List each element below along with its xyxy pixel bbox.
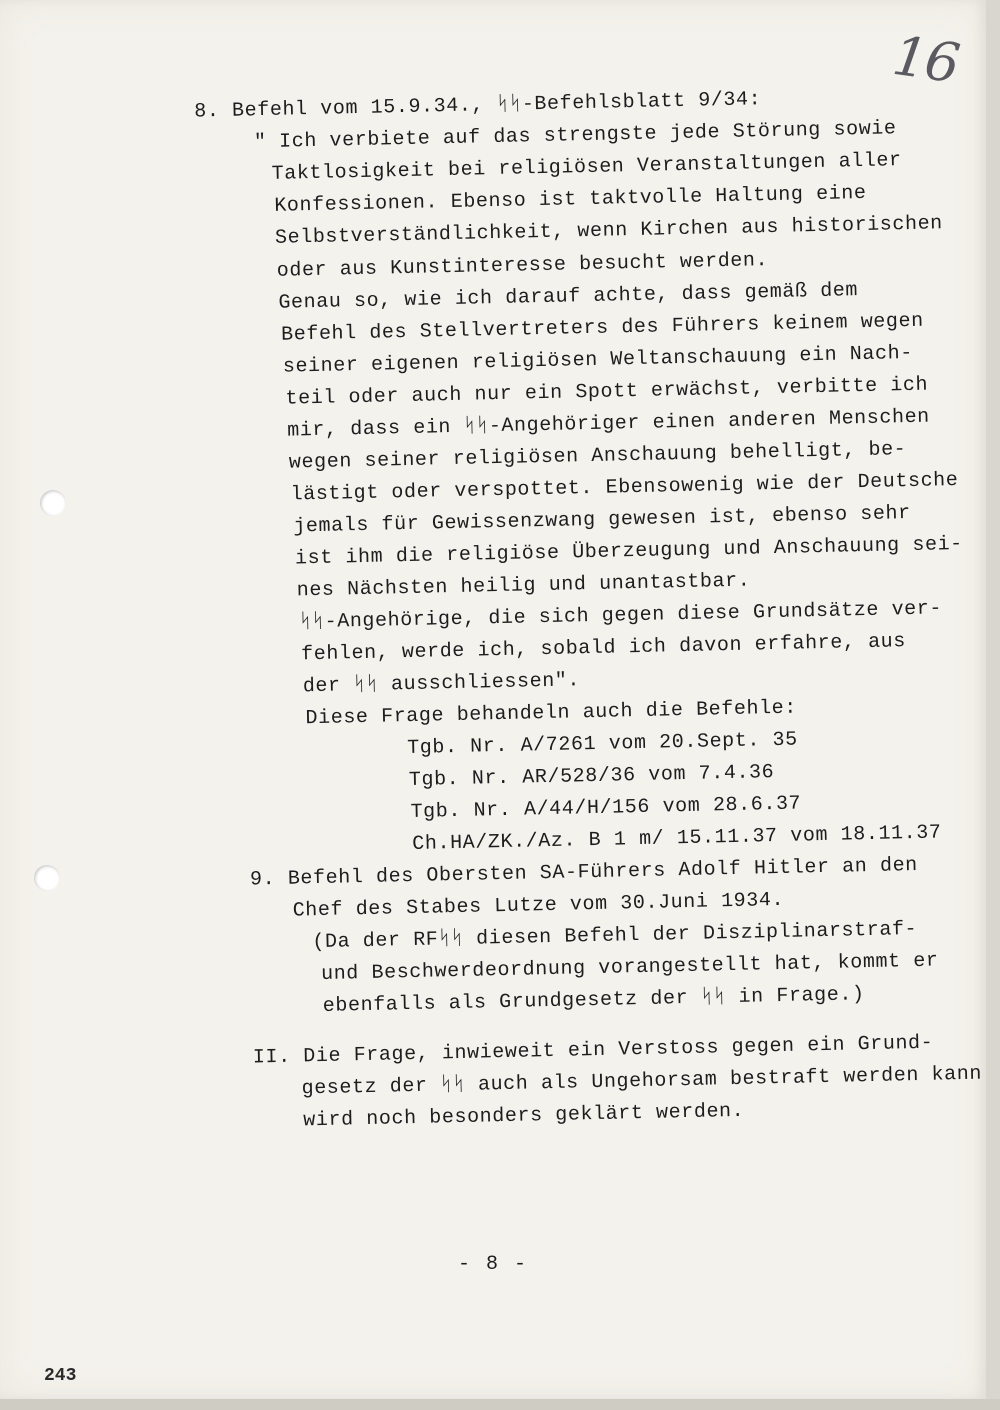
text-line: Konfessionen. Ebenso ist taktvolle Haltung eine: [274, 181, 867, 218]
text-line: 8. Befehl vom 15.9.34., ᛋᛋ-Befehlsblatt 9/34:: [194, 88, 762, 124]
text-line: gesetz der ᛋᛋ auch als Ungehorsam bestraft werden kann: [301, 1062, 983, 1101]
text-line: 9. Befehl des Obersten SA-Führers Adolf Hitler an den: [249, 853, 919, 892]
text-line: teil oder auch nur ein Spott erwächst, verbitte ich: [285, 373, 929, 411]
reference-line: Ch.HA/ZK./Az. B 1 m/ 15.11.37 vom 18.11.37: [412, 821, 942, 856]
reference-line: Tgb. Nr. A/44/H/156 vom 28.6.37: [410, 792, 802, 824]
text-line: seiner eigenen religiösen Weltanschauung ein Nach-: [282, 341, 914, 379]
text-line: ᛋᛋ-Angehörige, die sich gegen diese Grundsätze ver-: [299, 597, 943, 635]
archive-number: 243: [44, 1366, 77, 1386]
text-line: Befehl des Stellvertreters des Führers keinem wegen: [280, 309, 924, 347]
text-line: mir, dass ein ᛋᛋ-Angehöriger einen anderen Menschen: [287, 405, 931, 443]
text-line: Diese Frage behandeln auch die Befehle:: [305, 696, 798, 731]
text-line: ist ihm die religiöse Überzeugung und Anschauung sei-: [294, 532, 964, 571]
text-line: und Beschwerdeordnung vorangestellt hat, kommt er: [320, 949, 939, 986]
text-line: jemals für Gewissenzwang gewesen ist, ebenso sehr: [293, 502, 911, 539]
text-line: II. Die Frage, inwieweit ein Verstoss gegen ein Grund-: [252, 1031, 934, 1070]
text-line: fehlen, werde ich, sobald ich davon erfahre, aus: [300, 630, 907, 667]
text-line: Taktlosigkeit bei religiösen Veranstaltungen aller: [271, 149, 902, 186]
text-line: der ᛋᛋ ausschliessen".: [302, 669, 581, 699]
text-line: wegen seiner religiösen Anschauung behelligt, be-: [288, 438, 907, 475]
text-line: wird noch besonders geklärt werden.: [303, 1099, 745, 1133]
text-line: (Da der RFᛋᛋ diesen Befehl der Disziplinarstraf-: [312, 917, 918, 955]
text-line: ebenfalls als Grundgesetz der ᛋᛋ in Frage.): [322, 983, 865, 1018]
reference-line: Tgb. Nr. AR/528/36 vom 7.4.36: [408, 761, 775, 793]
text-line: Selbstverständlichkeit, wenn Kirchen aus historischen: [274, 212, 944, 250]
text-line: Chef des Stabes Lutze vom 30.Juni 1934.: [292, 888, 785, 923]
reference-line: Tgb. Nr. A/7261 vom 20.Sept. 35: [406, 728, 799, 761]
page-number: - 8 -: [458, 1253, 529, 1276]
handwritten-folio-number: 16: [888, 23, 962, 96]
text-line: " Ich verbiete auf das strengste jede Störung sowie: [253, 117, 897, 155]
text-line: oder aus Kunstinteresse besucht werden.: [276, 249, 769, 283]
text-line: nes Nächsten heilig und unantastbar.: [296, 569, 751, 603]
text-line: lästigt oder verspottet. Ebensowenig wie der Deutsche: [290, 468, 959, 507]
text-line: Genau so, wie ich darauf achte, dass gemäß dem: [278, 279, 859, 315]
